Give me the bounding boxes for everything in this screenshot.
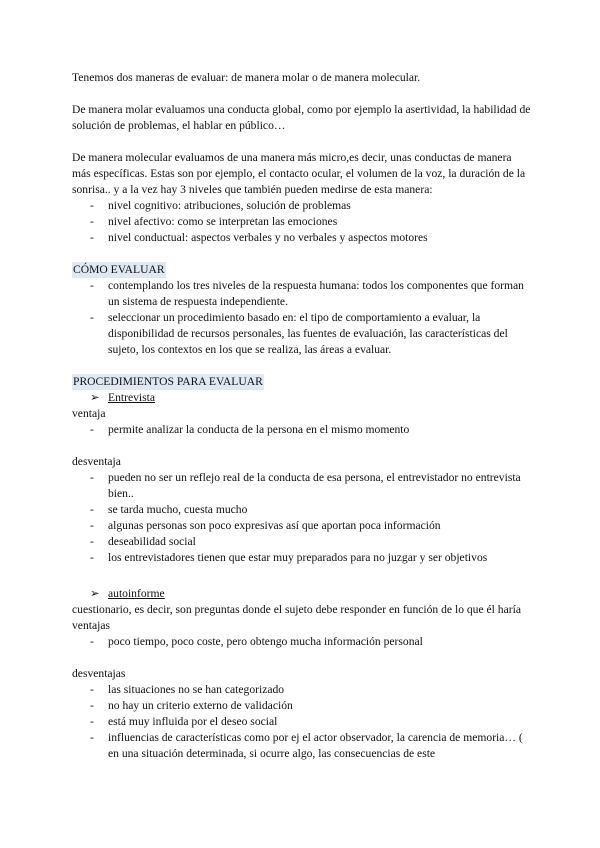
list-item: - seleccionar un procedimiento basado en: el tipo de comportamiento a evaluar, la disponibilidad de recursos personales, las fuentes de evaluación, las características del sujeto, los contextos en los que se realiza, las áreas a evaluar. (72, 310, 532, 358)
autoinforme-description: cuestionario, es decir, son preguntas donde el sujeto debe responder en función de lo que él haría (72, 603, 521, 616)
niveles-list (72, 198, 532, 246)
autoinforme-subheading (72, 586, 532, 602)
entrevista-subheading (72, 390, 532, 406)
intro-paragraph: Tenemos dos maneras de evaluar: de manera molar o de manera molecular. (72, 71, 421, 84)
arrow-bullet-icon: ➢ (90, 391, 100, 404)
list-item: - deseabilidad social (72, 534, 532, 550)
entrevista-desventajas-list (72, 470, 532, 566)
list-item: - no hay un criterio externo de validación (72, 698, 532, 714)
list-item: - permite analizar la conducta de la persona en el mismo momento (72, 422, 532, 438)
list-item: - se tarda mucho, cuesta mucho (72, 502, 532, 518)
list-item: - está muy influida por el deseo social (72, 714, 532, 730)
list-item: - nivel afectivo: como se interpretan las emociones (72, 214, 532, 230)
list-item: - las situaciones no se han categorizado (72, 682, 532, 698)
como-evaluar-list (72, 278, 532, 358)
list-item: - nivel conductual: aspectos verbales y no verbales y aspectos motores (72, 230, 532, 246)
autoinforme-desventajas-list (72, 682, 532, 762)
entrevista-ventajas-list (72, 422, 532, 438)
entrevista-title: Entrevista (108, 391, 156, 404)
list-item: - algunas personas son poco expresivas así que aportan poca información (72, 518, 532, 534)
molar-paragraph: De manera molar evaluamos una conducta global, como por ejemplo la asertividad, la habilidad de solución de problemas, el hablar en público… (72, 103, 531, 132)
molecular-paragraph: De manera molecular evaluamos de una manera más micro,es decir, unas conductas de manera más específicas. Estas son por ejemplo, el contacto ocular, el volumen de la voz, la duración de la sonrisa.. y a la vez hay 3 niveles que también pueden medirse de esta manera: (72, 151, 526, 196)
list-item: - nivel cognitivo: atribuciones, solución de problemas (72, 198, 532, 214)
desventaja-label: desventaja (72, 455, 121, 468)
arrow-bullet-icon: ➢ (90, 587, 100, 600)
list-item: - contemplando los tres niveles de la respuesta humana: todos los componentes que forman un sistema de respuesta independiente. (72, 278, 532, 310)
autoinforme-ventajas-list (72, 634, 532, 650)
ventaja-label: ventaja (72, 407, 106, 420)
autoinforme-title: autoinforme (108, 587, 165, 600)
list-item: - pueden no ser un reflejo real de la conducta de esa persona, el entrevistador no entrevista bien.. (72, 470, 532, 502)
desventajas-label: desventajas (72, 667, 126, 680)
ventajas-label: ventajas (72, 619, 110, 632)
procedimientos-heading: PROCEDIMIENTOS PARA EVALUAR (73, 375, 263, 388)
como-evaluar-heading: CÓMO EVALUAR (73, 263, 165, 276)
list-item: - influencias de características como por ej el actor observador, la carencia de memoria… ( en una situación determinada, si ocurre algo, las consecuencias de este (72, 730, 532, 762)
document-body (72, 70, 532, 762)
list-item: - los entrevistadores tienen que estar muy preparados para no juzgar y ser objetivos (72, 550, 532, 566)
list-item: - poco tiempo, poco coste, pero obtengo mucha información personal (72, 634, 532, 650)
